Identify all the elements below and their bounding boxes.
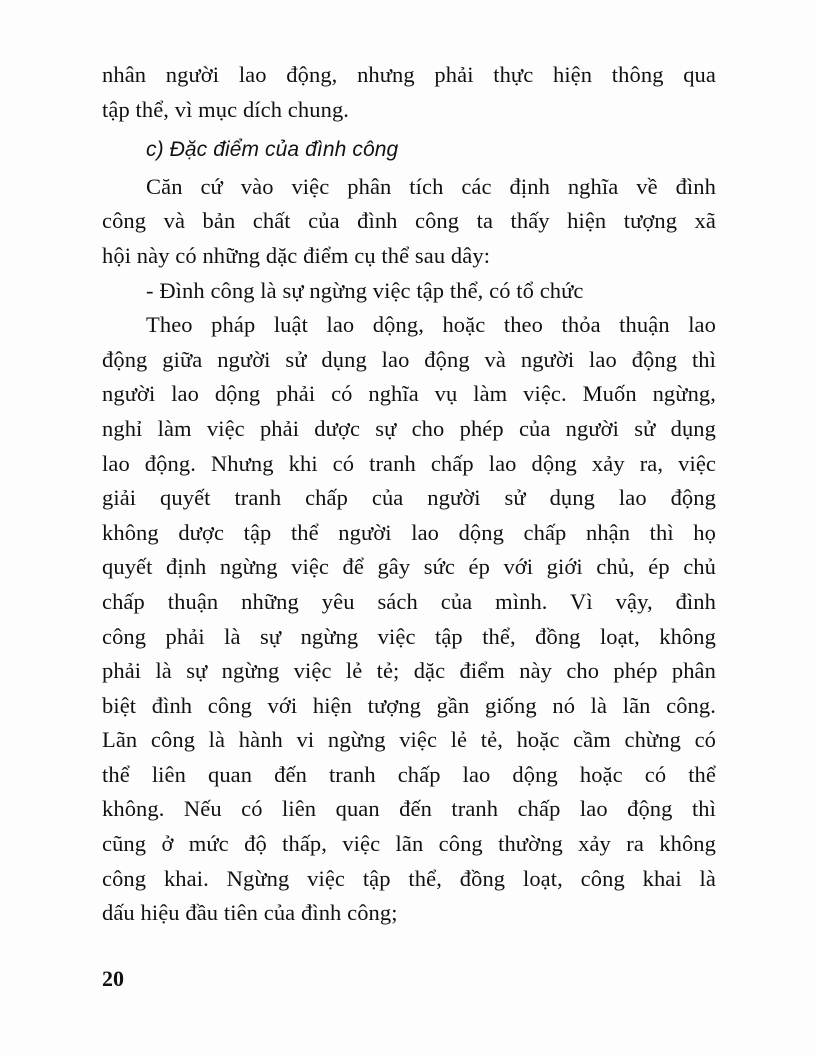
text-line: thể liên quan đến tranh chấp lao dộng hoặc có thể	[102, 761, 716, 787]
text-line: Theo pháp luật lao dộng, hoặc theo thỏa thuận lao	[146, 312, 716, 338]
text-line: không. Nếu có liên quan đến tranh chấp lao động thì	[102, 796, 716, 822]
text-line: Căn cứ vào việc phân tích các định nghĩa về đình	[146, 173, 716, 199]
text-line: quyết định ngừng việc để gây sức ép với giới chủ, ép chủ	[102, 554, 716, 580]
text-line: tập thể, vì mục dích chung.	[102, 96, 350, 122]
text-line: không dược tập thể người lao dộng chấp nhận thì họ	[102, 519, 716, 545]
bullet-heading: - Đình công là sự ngừng việc tập thể, có tổ chức	[146, 277, 584, 303]
text-line: nghỉ làm việc phải dược sự cho phép của người sử dụng	[102, 415, 716, 441]
text-line: cũng ở mức độ thấp, việc lãn công thường xảy ra không	[102, 831, 716, 857]
text-line: lao động. Nhưng khi có tranh chấp lao dộng xảy ra, việc	[102, 450, 716, 476]
section-heading: c) Đặc điểm của đình công	[146, 138, 399, 162]
text-line: nhân người lao động, nhưng phải thực hiện thông qua	[102, 62, 716, 87]
text-line: chấp thuận những yêu sách của mình. Vì vậy, đình	[102, 588, 716, 614]
text-line: biệt đình công với hiện tượng gần giống nó là lãn công.	[102, 692, 716, 718]
text-line: động giữa người sử dụng lao động và người lao động thì	[102, 346, 716, 372]
text-line: dấu hiệu đầu tiên của đình công;	[102, 900, 398, 926]
text-line: Lãn công là hành vi ngừng việc lẻ tẻ, hoặc cầm chừng có	[102, 727, 716, 753]
text-line: công và bản chất của đình công ta thấy hiện tượng xã	[102, 208, 716, 234]
page-number: 20	[102, 966, 124, 991]
body-text	[102, 58, 716, 931]
text-line: công khai. Ngừng việc tập thể, đồng loạt, công khai là	[102, 865, 716, 891]
text-line: giải quyết tranh chấp của người sử dụng lao động	[102, 485, 716, 511]
text-line: phải là sự ngừng việc lẻ tẻ; dặc điểm này cho phép phân	[102, 658, 716, 684]
text-line: công phải là sự ngừng việc tập thể, đồng loạt, không	[102, 623, 716, 649]
text-line: hội này có những dặc điểm cụ thể sau dây:	[102, 242, 491, 268]
text-line: người lao dộng phải có nghĩa vụ làm việc. Muốn ngừng,	[102, 381, 716, 407]
